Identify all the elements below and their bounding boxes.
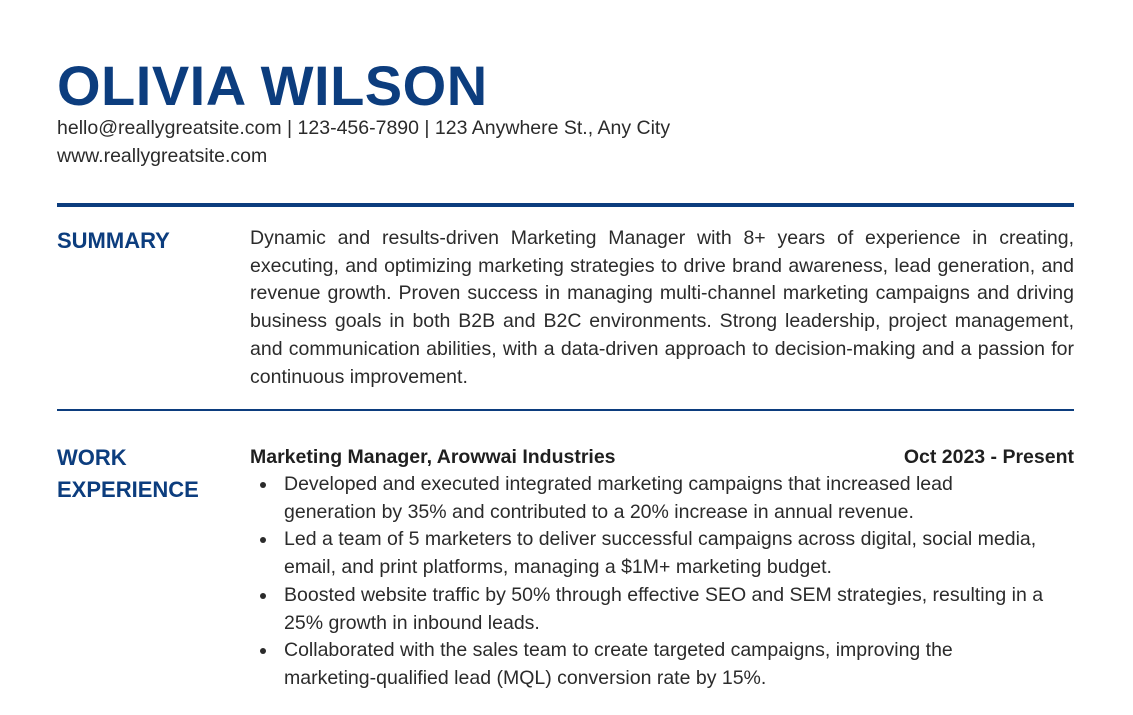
section-divider [57, 409, 1074, 411]
bullet-icon [260, 593, 266, 599]
job-title: Marketing Manager, Arowwai Industries [250, 446, 616, 468]
work-experience-heading [57, 442, 199, 506]
candidate-name: OLIVIA WILSON [57, 54, 488, 117]
job-bullet-text: Led a team of 5 marketers to deliver successful campaigns across digital, social media, email, and print platforms, managing a $1M+ marketing budget. [284, 528, 1037, 579]
job-bullet-text: Collaborated with the sales team to create targeted campaigns, improving the marketing-qualified lead (MQL) conversion rate by 15%. [284, 639, 953, 689]
bullet-icon [260, 648, 266, 654]
contact-line-2: www.reallygreatsite.com [57, 144, 268, 167]
bullet-icon [260, 482, 266, 488]
job-bullet-text: Developed and executed integrated marketing campaigns that increased lead generation by 35% and contributed to a 20% increase in annual revenue. [284, 473, 953, 523]
job-bullet [250, 637, 1074, 692]
job-header [250, 443, 1074, 471]
job-bullet-text: Boosted website traffic by 50% through effective SEO and SEM strategies, resulting in a 25% growth in inbound leads. [284, 583, 1044, 634]
job-bullet [250, 471, 1074, 526]
job-bullet-list [250, 471, 1074, 693]
job-dates: Oct 2023 - Present [903, 446, 1074, 468]
bullet-icon [260, 537, 266, 543]
summary-text: Dynamic and results-driven Marketing Manager with 8+ years of experience in creating, executing, and optimizing marketing strategies to drive brand awareness, lead generation, and revenue growth. Proven success in managing multi-channel marketing campaigns and driving business goals in both B2B and B2C environments. Strong leadership, project management, and communication abilities, with a data-driven approach to decision-making and a passion for continuous improvement. [250, 227, 1074, 388]
summary-heading: SUMMARY [57, 228, 170, 253]
work-heading-line-2: EXPERIENCE [57, 477, 199, 502]
contact-info [57, 115, 670, 170]
job-entry [250, 443, 1074, 693]
work-heading-line-1: WORK [57, 445, 127, 470]
contact-line-1: hello@reallygreatsite.com | 123-456-7890 | 123 Anywhere St., Any City [57, 117, 671, 139]
header-divider [57, 203, 1074, 207]
job-bullet [250, 582, 1074, 637]
job-bullet [250, 526, 1074, 581]
